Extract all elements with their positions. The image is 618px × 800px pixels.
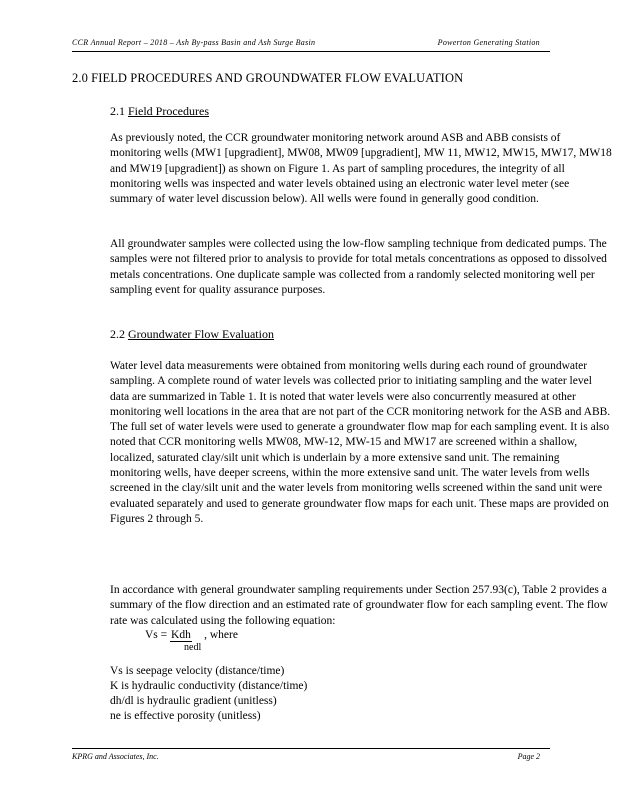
- subsection-number: 2.1: [110, 104, 125, 118]
- subsection-groundwater-flow: [110, 327, 274, 342]
- header-station-name: Powerton Generating Station: [437, 38, 540, 47]
- paragraph-flow-rate: [110, 583, 612, 629]
- subsection-number: 2.2: [110, 327, 125, 341]
- definition-item: K is hydraulic conductivity (distance/time): [110, 680, 308, 692]
- paragraph-water-levels: [110, 359, 612, 527]
- subsection-title: Groundwater Flow Evaluation: [128, 327, 274, 341]
- paragraph-text: All groundwater samples were collected using the low-flow sampling technique from dedicated pumps. The samples were not filtered prior to analysis to provide for total metals concentrations as opposed to dissolved metals concentrations. One duplicate sample was collected from a randomly selected monitoring well per sampling event for quality assurance purposes.: [110, 238, 607, 296]
- definition-item: dh/dl is hydraulic gradient (unitless): [110, 695, 277, 707]
- equation-denominator: nedl: [184, 642, 202, 653]
- footer-page-number: Page 2: [517, 752, 540, 761]
- equation-numerator: Kdh: [171, 629, 191, 641]
- paragraph-text: In accordance with general groundwater sampling requirements under Section 257.93(c), Table 2 provides a summary of the flow direction and an estimated rate of groundwater flow for each sampling event. The flow rate was calculated using the following equation:: [110, 584, 608, 627]
- definition-item: ne is effective porosity (unitless): [110, 710, 261, 722]
- seepage-velocity-equation: [145, 629, 238, 653]
- header-report-title: CCR Annual Report – 2018 – Ash By-pass Basin and Ash Surge Basin: [72, 38, 316, 47]
- section-title: 2.0 FIELD PROCEDURES AND GROUNDWATER FLOW EVALUATION: [72, 71, 464, 85]
- definition-item: Vs is seepage velocity (distance/time): [110, 665, 285, 677]
- paragraph-text: Water level data measurements were obtained from monitoring wells during each round of groundwater sampling. A complete round of water levels was collected prior to initiating sampling and the water level data are summarized in Table 1. It is noted that water levels were also concurrently measured at other monitoring well locations in the area that are not part of the CCR monitoring network for the ASB and ABB. The full set of water levels were used to generate a groundwater flow map for each sampling event. It is also noted that CCR monitoring wells MW08, MW-12, MW-15 and MW17 are screened within a shallow, localized, saturated clay/silt unit which is underlain by a more extensive sand unit. The remaining monitoring wells, have deeper screens, within the more extensive sand unit. The water levels from wells screened in the clay/silt unit and the water levels from monitoring wells screened within the sand unit were evaluated separately and used to generate groundwater flow maps for each unit. These maps are provided on Figures 2 through 5.: [110, 360, 611, 525]
- footer-company: KPRG and Associates, Inc.: [72, 752, 159, 761]
- footer-rule: [72, 748, 550, 749]
- page-header: [72, 38, 540, 52]
- equation-lhs: Vs =: [145, 629, 168, 641]
- equation-definitions: [110, 664, 307, 724]
- equation-suffix: , where: [204, 629, 238, 641]
- header-rule: [72, 51, 550, 52]
- paragraph-text: As previously noted, the CCR groundwater monitoring network around ASB and ABB consists of monitoring wells (MW1 [upgradient], MW08, MW09 [upgradient], MW 11, MW12, MW15, MW17, MW18 and MW19 [upgradient]) as shown on Figure 1. As part of sampling procedures, the integrity of all monitoring wells was inspected and water levels obtained using an electronic water level meter (see summary of water level discussion below). All wells were found in generally good condition.: [110, 132, 612, 206]
- subsection-title: Field Procedures: [128, 104, 209, 118]
- paragraph-sample-collection: [110, 237, 612, 298]
- equation-fraction: [170, 629, 201, 653]
- subsection-field-procedures: [110, 104, 209, 119]
- paragraph-monitoring-network: [110, 131, 612, 207]
